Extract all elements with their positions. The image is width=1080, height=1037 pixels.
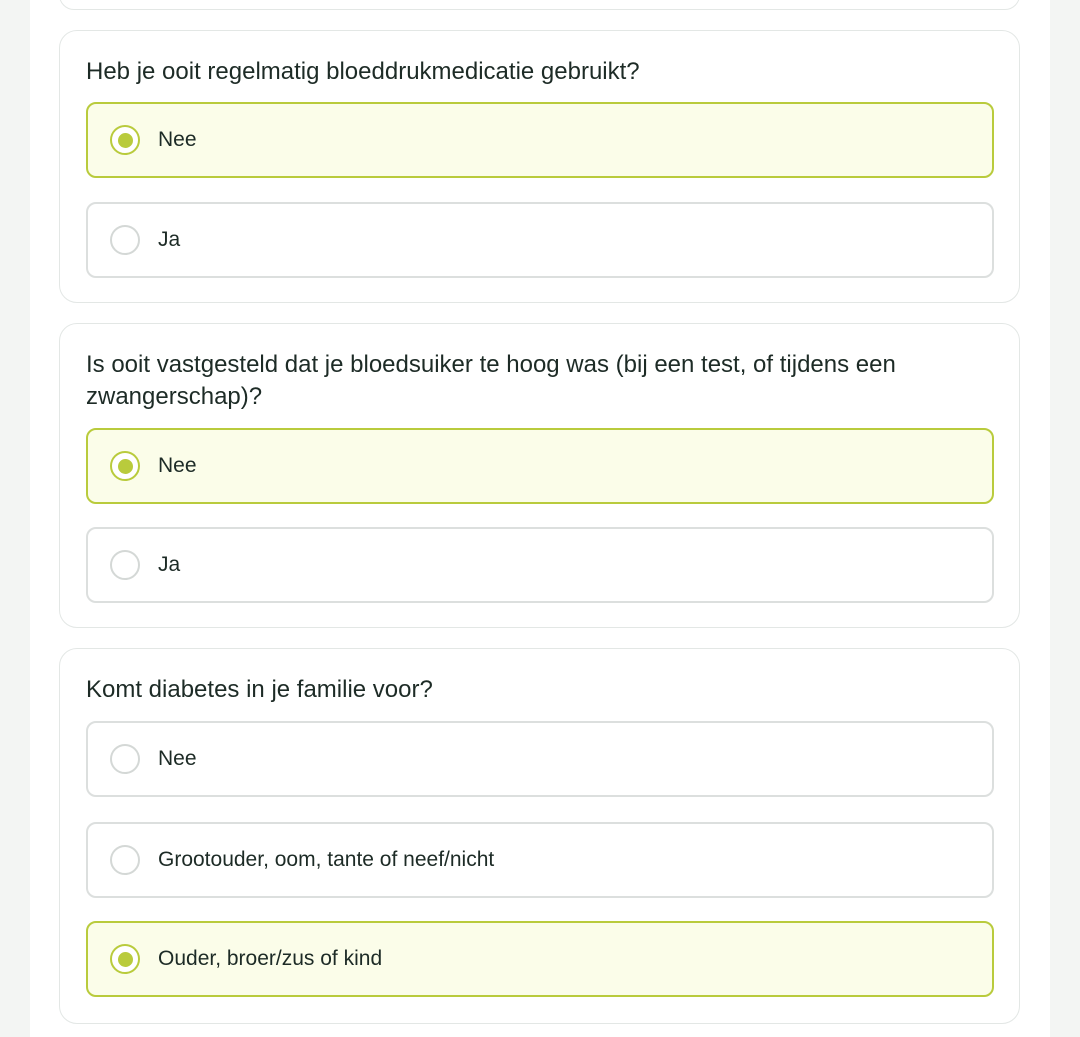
radio-selected-icon[interactable] bbox=[110, 451, 140, 481]
option-label: Ja bbox=[158, 553, 181, 576]
question-card-bloedsuiker bbox=[59, 323, 1020, 628]
option-label: Nee bbox=[158, 747, 197, 770]
option-ja[interactable] bbox=[86, 202, 994, 278]
radio-unselected-icon[interactable] bbox=[110, 550, 140, 580]
question-title: Komt diabetes in je familie voor? bbox=[86, 676, 433, 703]
option-label: Ja bbox=[158, 228, 181, 251]
option-ouder[interactable] bbox=[86, 921, 994, 997]
radio-selected-icon[interactable] bbox=[110, 125, 140, 155]
option-nee[interactable] bbox=[86, 102, 994, 178]
option-label: Grootouder, oom, tante of neef/nicht bbox=[158, 848, 495, 871]
radio-unselected-icon[interactable] bbox=[110, 744, 140, 774]
previous-question-card bbox=[59, 0, 1020, 10]
radio-unselected-icon[interactable] bbox=[110, 845, 140, 875]
option-nee[interactable] bbox=[86, 428, 994, 504]
option-label: Nee bbox=[158, 454, 197, 477]
option-label: Nee bbox=[158, 128, 197, 151]
option-ja[interactable] bbox=[86, 527, 994, 603]
question-card-diabetes-familie bbox=[59, 648, 1020, 1024]
option-grootouder[interactable] bbox=[86, 822, 994, 898]
question-card-bloeddrukmedicatie bbox=[59, 30, 1020, 303]
radio-selected-icon[interactable] bbox=[110, 944, 140, 974]
radio-unselected-icon[interactable] bbox=[110, 225, 140, 255]
question-title: Is ooit vastgesteld dat je bloedsuiker te hoog was (bij een test, of tijdens een zwangerschap)? bbox=[86, 351, 896, 410]
option-label: Ouder, broer/zus of kind bbox=[158, 947, 383, 970]
question-title: Heb je ooit regelmatig bloeddrukmedicatie gebruikt? bbox=[86, 58, 640, 85]
option-nee[interactable] bbox=[86, 721, 994, 797]
